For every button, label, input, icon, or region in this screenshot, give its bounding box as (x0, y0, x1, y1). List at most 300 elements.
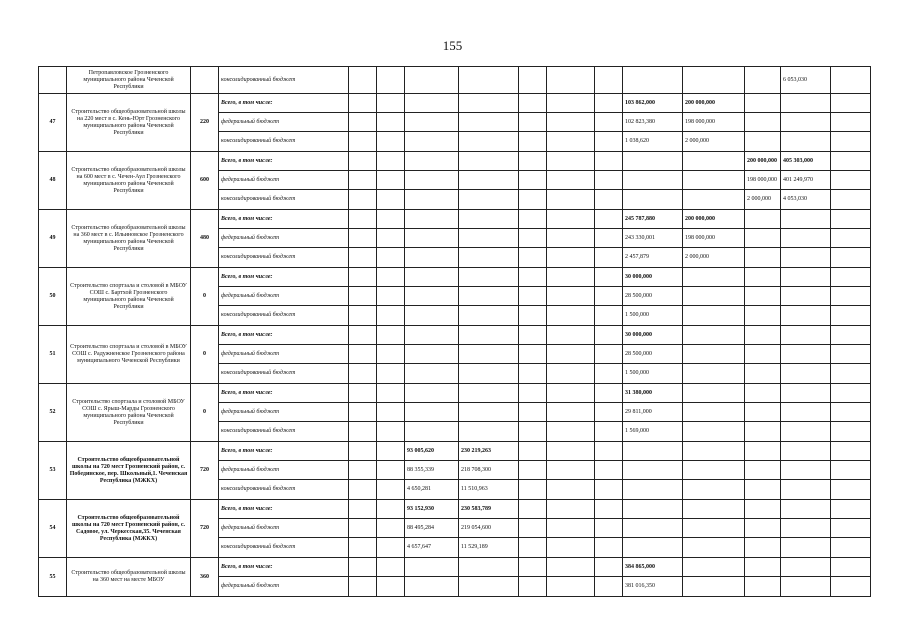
value-cell (781, 132, 831, 152)
project-name-cell: Строительство спортзала и столовой в МБОУ СОШ с. Бартхой Грозненского муниципального района Чеченской Республики (67, 268, 191, 326)
value-cell: 1 038,620 (623, 132, 683, 152)
value-cell (377, 403, 405, 422)
value-cell: 245 787,880 (623, 210, 683, 229)
value-cell (683, 287, 745, 306)
value-cell: 11 529,189 (459, 538, 519, 558)
table-row (39, 326, 871, 345)
value-cell (595, 345, 623, 364)
value-cell (459, 403, 519, 422)
value-cell: 200 000,000 (683, 210, 745, 229)
table-row (39, 500, 871, 519)
value-cell (623, 538, 683, 558)
value-cell (519, 113, 547, 132)
value-cell (349, 229, 377, 248)
budget-type-cell: консолидированный бюджет (219, 67, 349, 94)
value-cell (831, 345, 871, 364)
value-cell (519, 268, 547, 287)
value-cell: 1 500,000 (623, 306, 683, 326)
capacity-cell: 0 (191, 326, 219, 384)
value-cell (781, 577, 831, 597)
value-cell: 243 330,001 (623, 229, 683, 248)
value-cell: 200 000,000 (745, 152, 781, 171)
value-cell (377, 577, 405, 597)
value-cell (683, 422, 745, 442)
value-cell: 93 005,620 (405, 442, 459, 461)
value-cell (405, 403, 459, 422)
value-cell (595, 500, 623, 519)
value-cell: 198 000,000 (683, 229, 745, 248)
value-cell (405, 422, 459, 442)
value-cell (547, 113, 595, 132)
value-cell (831, 422, 871, 442)
value-cell (547, 519, 595, 538)
value-cell: 218 708,300 (459, 461, 519, 480)
budget-type-cell: консолидированный бюджет (219, 364, 349, 384)
value-cell (377, 480, 405, 500)
value-cell (623, 190, 683, 210)
value-cell (405, 210, 459, 229)
value-cell (547, 500, 595, 519)
value-cell (377, 67, 405, 94)
value-cell (377, 171, 405, 190)
value-cell (831, 442, 871, 461)
value-cell (547, 461, 595, 480)
value-cell: 6 053,030 (781, 67, 831, 94)
budget-type-cell: федеральный бюджет (219, 345, 349, 364)
value-cell (623, 500, 683, 519)
value-cell (623, 67, 683, 94)
value-cell (377, 287, 405, 306)
value-cell (595, 326, 623, 345)
value-cell (519, 306, 547, 326)
project-name-cell: Строительство общеобразовательной школы на 600 мест в с. Чечен-Аул Грозненского муниципального района Чеченской Республики (67, 152, 191, 210)
value-cell: 200 000,000 (683, 94, 745, 113)
value-cell (781, 326, 831, 345)
value-cell (745, 422, 781, 442)
value-cell (547, 442, 595, 461)
value-cell (781, 94, 831, 113)
value-cell (349, 519, 377, 538)
value-cell (547, 171, 595, 190)
value-cell (547, 538, 595, 558)
value-cell (683, 345, 745, 364)
value-cell (547, 229, 595, 248)
budget-type-cell: Всего, в том числе: (219, 326, 349, 345)
value-cell (547, 94, 595, 113)
value-cell (831, 519, 871, 538)
budget-type-cell: консолидированный бюджет (219, 132, 349, 152)
value-cell (377, 364, 405, 384)
value-cell (745, 268, 781, 287)
project-name-cell: Строительство общеобразовательной школы на 720 мест Грозненский район, с. Садовое, ул. Черкесская,35. Чеченская Республика (МЖКХ) (67, 500, 191, 558)
budget-type-cell: федеральный бюджет (219, 461, 349, 480)
value-cell (623, 171, 683, 190)
value-cell (349, 67, 377, 94)
value-cell (595, 422, 623, 442)
value-cell (459, 422, 519, 442)
value-cell (595, 113, 623, 132)
value-cell: 28 500,000 (623, 287, 683, 306)
value-cell (547, 364, 595, 384)
value-cell (459, 326, 519, 345)
value-cell (377, 268, 405, 287)
value-cell (377, 190, 405, 210)
value-cell (595, 210, 623, 229)
row-number-cell: 49 (39, 210, 67, 268)
value-cell (781, 538, 831, 558)
budget-type-cell: Всего, в том числе: (219, 384, 349, 403)
value-cell (405, 577, 459, 597)
value-cell (519, 326, 547, 345)
value-cell (405, 287, 459, 306)
table-row (39, 442, 871, 461)
value-cell (519, 229, 547, 248)
value-cell (519, 538, 547, 558)
value-cell (781, 248, 831, 268)
value-cell (831, 210, 871, 229)
value-cell (745, 326, 781, 345)
value-cell (405, 345, 459, 364)
value-cell (831, 500, 871, 519)
budget-type-cell: Всего, в том числе: (219, 94, 349, 113)
value-cell (459, 364, 519, 384)
table-row (39, 94, 871, 113)
value-cell (405, 94, 459, 113)
value-cell (831, 558, 871, 577)
value-cell (547, 480, 595, 500)
value-cell (349, 326, 377, 345)
project-name-cell: Строительство общеобразовательной школы на 360 мест в с. Ильиновское Грозненского муниципального района Чеченской Республики (67, 210, 191, 268)
value-cell (405, 306, 459, 326)
value-cell (781, 558, 831, 577)
value-cell (519, 210, 547, 229)
value-cell (349, 577, 377, 597)
value-cell (683, 403, 745, 422)
value-cell (377, 210, 405, 229)
value-cell (595, 577, 623, 597)
value-cell (683, 384, 745, 403)
value-cell (623, 519, 683, 538)
value-cell (595, 403, 623, 422)
value-cell (623, 152, 683, 171)
value-cell (745, 306, 781, 326)
value-cell (745, 384, 781, 403)
value-cell (781, 113, 831, 132)
value-cell (519, 248, 547, 268)
value-cell (405, 171, 459, 190)
value-cell (405, 384, 459, 403)
value-cell (595, 171, 623, 190)
value-cell (519, 152, 547, 171)
value-cell: 198 000,000 (683, 113, 745, 132)
value-cell (519, 403, 547, 422)
value-cell (519, 384, 547, 403)
value-cell (745, 403, 781, 422)
value-cell: 2 000,000 (683, 248, 745, 268)
value-cell (459, 577, 519, 597)
table-row (39, 67, 871, 94)
value-cell (781, 345, 831, 364)
value-cell (595, 538, 623, 558)
value-cell (745, 113, 781, 132)
budget-type-cell: Всего, в том числе: (219, 558, 349, 577)
value-cell (781, 364, 831, 384)
value-cell (595, 248, 623, 268)
value-cell (781, 403, 831, 422)
value-cell (547, 403, 595, 422)
value-cell (519, 519, 547, 538)
value-cell (547, 558, 595, 577)
value-cell: 1 500,000 (623, 364, 683, 384)
value-cell (349, 384, 377, 403)
value-cell (519, 480, 547, 500)
value-cell (831, 248, 871, 268)
value-cell (683, 500, 745, 519)
row-number-cell: 52 (39, 384, 67, 442)
value-cell (349, 268, 377, 287)
value-cell: 102 823,380 (623, 113, 683, 132)
value-cell (547, 190, 595, 210)
value-cell (377, 248, 405, 268)
row-number-cell (39, 67, 67, 94)
value-cell (349, 461, 377, 480)
value-cell (781, 500, 831, 519)
value-cell (781, 519, 831, 538)
value-cell (547, 210, 595, 229)
value-cell (595, 306, 623, 326)
value-cell (349, 306, 377, 326)
value-cell (831, 268, 871, 287)
value-cell (377, 345, 405, 364)
value-cell (377, 132, 405, 152)
value-cell (519, 364, 547, 384)
value-cell (377, 113, 405, 132)
value-cell (595, 94, 623, 113)
value-cell (781, 268, 831, 287)
value-cell (831, 132, 871, 152)
value-cell (831, 364, 871, 384)
value-cell (781, 229, 831, 248)
value-cell (459, 229, 519, 248)
value-cell (349, 364, 377, 384)
table-row (39, 384, 871, 403)
capacity-cell: 0 (191, 268, 219, 326)
value-cell (547, 422, 595, 442)
value-cell (831, 538, 871, 558)
budget-type-cell: Всего, в том числе: (219, 500, 349, 519)
value-cell (595, 287, 623, 306)
budget-type-cell: Всего, в том числе: (219, 442, 349, 461)
value-cell (405, 268, 459, 287)
value-cell (831, 171, 871, 190)
value-cell: 2 000,000 (683, 132, 745, 152)
value-cell (831, 190, 871, 210)
capacity-cell: 720 (191, 500, 219, 558)
value-cell (349, 442, 377, 461)
budget-table (38, 66, 871, 597)
value-cell: 4 650,281 (405, 480, 459, 500)
value-cell (683, 519, 745, 538)
value-cell (349, 248, 377, 268)
value-cell (547, 384, 595, 403)
value-cell (547, 326, 595, 345)
value-cell: 88 355,339 (405, 461, 459, 480)
value-cell (547, 132, 595, 152)
value-cell (831, 67, 871, 94)
value-cell (519, 67, 547, 94)
value-cell (745, 248, 781, 268)
budget-type-cell: федеральный бюджет (219, 229, 349, 248)
value-cell (349, 132, 377, 152)
project-name-cell: Строительство общеобразовательной школы на 360 мест на месте МБОУ (67, 558, 191, 597)
budget-type-cell: консолидированный бюджет (219, 190, 349, 210)
value-cell (459, 113, 519, 132)
value-cell (781, 442, 831, 461)
value-cell (683, 577, 745, 597)
value-cell (349, 152, 377, 171)
value-cell (683, 190, 745, 210)
value-cell: 1 569,000 (623, 422, 683, 442)
value-cell (831, 577, 871, 597)
value-cell (781, 384, 831, 403)
capacity-cell: 720 (191, 442, 219, 500)
value-cell (547, 577, 595, 597)
value-cell (519, 500, 547, 519)
budget-type-cell: Всего, в том числе: (219, 268, 349, 287)
value-cell (781, 306, 831, 326)
row-number-cell: 48 (39, 152, 67, 210)
value-cell (683, 442, 745, 461)
value-cell: 2 000,000 (745, 190, 781, 210)
value-cell (459, 384, 519, 403)
project-name-cell: Строительство общеобразовательной школы на 220 мест в с. Кень-Юрт Грозненского муниципального района Чеченской Республики (67, 94, 191, 152)
value-cell (405, 67, 459, 94)
value-cell (519, 558, 547, 577)
value-cell (459, 345, 519, 364)
value-cell (377, 442, 405, 461)
capacity-cell (191, 67, 219, 94)
budget-type-cell: федеральный бюджет (219, 519, 349, 538)
value-cell (683, 326, 745, 345)
table-row (39, 152, 871, 171)
value-cell (595, 132, 623, 152)
value-cell (683, 364, 745, 384)
value-cell (623, 442, 683, 461)
value-cell (547, 67, 595, 94)
value-cell (459, 287, 519, 306)
budget-type-cell: консолидированный бюджет (219, 480, 349, 500)
budget-type-cell: консолидированный бюджет (219, 306, 349, 326)
value-cell (349, 210, 377, 229)
value-cell (349, 345, 377, 364)
value-cell (745, 577, 781, 597)
value-cell (623, 480, 683, 500)
budget-type-cell: федеральный бюджет (219, 577, 349, 597)
value-cell (459, 152, 519, 171)
value-cell (745, 210, 781, 229)
value-cell (595, 229, 623, 248)
value-cell (349, 500, 377, 519)
value-cell (547, 248, 595, 268)
row-number-cell: 50 (39, 268, 67, 326)
value-cell (519, 132, 547, 152)
value-cell (781, 422, 831, 442)
table-row (39, 210, 871, 229)
value-cell (377, 500, 405, 519)
value-cell (831, 403, 871, 422)
value-cell (349, 422, 377, 442)
value-cell (831, 229, 871, 248)
value-cell (459, 268, 519, 287)
value-cell (519, 422, 547, 442)
value-cell (745, 345, 781, 364)
value-cell (781, 461, 831, 480)
value-cell (595, 442, 623, 461)
value-cell (745, 287, 781, 306)
value-cell (595, 480, 623, 500)
value-cell (519, 442, 547, 461)
value-cell (377, 422, 405, 442)
value-cell (745, 519, 781, 538)
value-cell (595, 558, 623, 577)
value-cell: 103 862,000 (623, 94, 683, 113)
value-cell (547, 287, 595, 306)
value-cell (745, 132, 781, 152)
value-cell: 405 303,000 (781, 152, 831, 171)
value-cell: 198 000,000 (745, 171, 781, 190)
value-cell (623, 461, 683, 480)
value-cell (831, 480, 871, 500)
value-cell (745, 500, 781, 519)
value-cell (349, 403, 377, 422)
value-cell (745, 538, 781, 558)
value-cell (519, 171, 547, 190)
value-cell (349, 287, 377, 306)
value-cell (377, 538, 405, 558)
value-cell (683, 152, 745, 171)
value-cell (745, 364, 781, 384)
value-cell (831, 113, 871, 132)
value-cell (595, 67, 623, 94)
value-cell (745, 229, 781, 248)
value-cell: 30 000,000 (623, 268, 683, 287)
value-cell (459, 210, 519, 229)
value-cell: 31 380,000 (623, 384, 683, 403)
value-cell (377, 384, 405, 403)
value-cell (683, 268, 745, 287)
value-cell (459, 248, 519, 268)
value-cell (349, 94, 377, 113)
value-cell (745, 480, 781, 500)
value-cell (781, 480, 831, 500)
budget-type-cell: консолидированный бюджет (219, 538, 349, 558)
capacity-cell: 480 (191, 210, 219, 268)
value-cell: 230 219,263 (459, 442, 519, 461)
value-cell (519, 94, 547, 113)
capacity-cell: 600 (191, 152, 219, 210)
capacity-cell: 360 (191, 558, 219, 597)
value-cell (745, 461, 781, 480)
page-number: 155 (442, 38, 463, 53)
value-cell (519, 461, 547, 480)
row-number-cell: 55 (39, 558, 67, 597)
value-cell (349, 171, 377, 190)
value-cell (459, 558, 519, 577)
row-number-cell: 47 (39, 94, 67, 152)
value-cell (405, 132, 459, 152)
value-cell (683, 461, 745, 480)
value-cell: 384 865,000 (623, 558, 683, 577)
